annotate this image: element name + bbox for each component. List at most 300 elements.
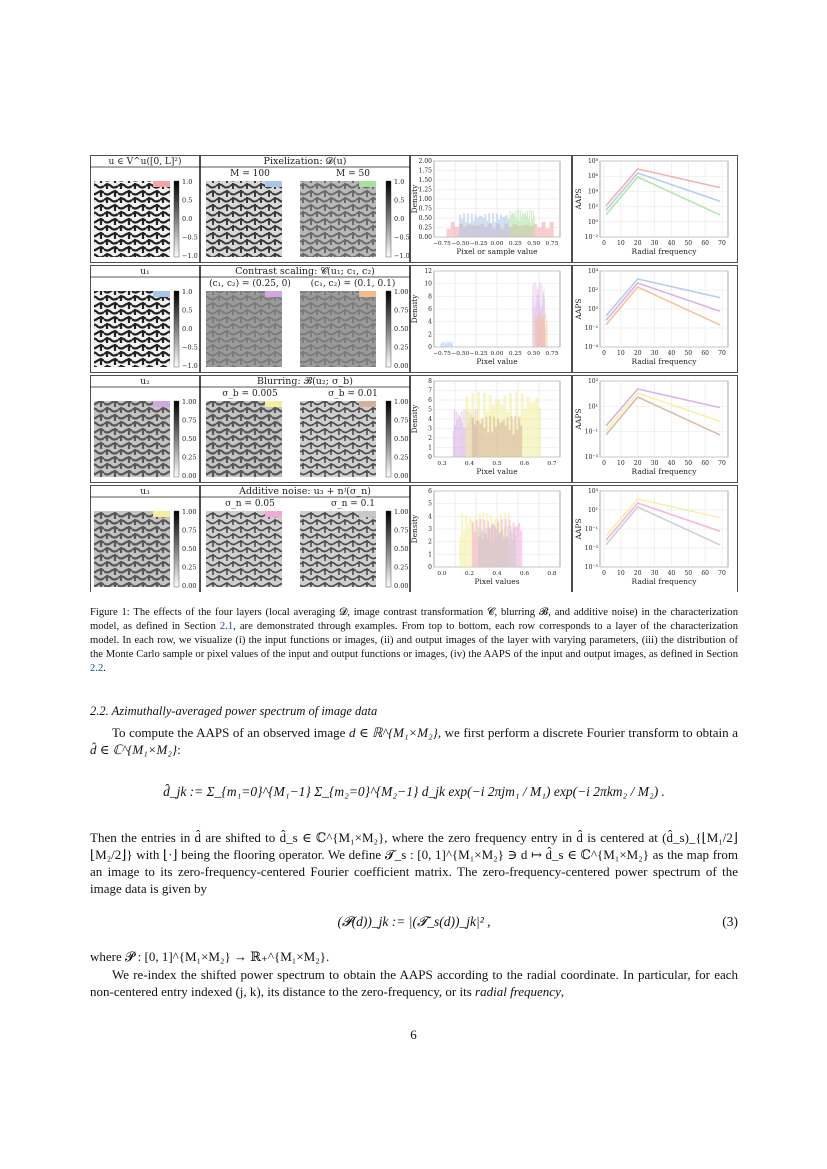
- hist-bar: [527, 397, 530, 457]
- hist-xtick: 0.5: [492, 461, 502, 467]
- hist-xtick: 0.50: [527, 351, 541, 357]
- aaps-ytick: 10⁻²: [584, 234, 598, 241]
- section-ref-2-1[interactable]: 2.1: [219, 621, 234, 632]
- hist-ytick: 10: [424, 280, 432, 288]
- hist-ytick: 2: [428, 331, 432, 339]
- hist-bar: [462, 422, 463, 457]
- figure-1: [90, 155, 738, 592]
- param-label-1: σ_n = 0.05: [225, 499, 275, 509]
- pattern-image: [300, 291, 376, 367]
- paragraph-2: [90, 829, 738, 897]
- hist-bar: [545, 228, 549, 237]
- colorbar-tick: 0.75: [182, 526, 197, 535]
- param-label-1: M = 100: [230, 169, 270, 179]
- hist-ylabel: Density: [410, 404, 419, 434]
- hist-bar: [515, 218, 516, 237]
- hist-xtick: 0.4: [464, 461, 475, 467]
- colorbar-tick: 0.50: [394, 435, 409, 443]
- hist-bar: [483, 428, 485, 457]
- aaps-xtick: 0: [602, 570, 606, 577]
- hist-bar: [465, 222, 467, 237]
- hist-bar: [506, 540, 507, 567]
- hist-bar: [487, 432, 489, 457]
- caption-text-3: .: [103, 663, 106, 674]
- param-label-2: M = 50: [336, 169, 370, 179]
- aaps-xtick: 10: [617, 570, 625, 577]
- hist-bar: [497, 419, 499, 457]
- aaps-xtick: 70: [718, 240, 726, 247]
- layer-label: Additive noise: u₃ + nʲ(σ_n): [239, 486, 371, 497]
- hist-bar: [467, 213, 469, 237]
- colorbar: [174, 291, 179, 367]
- hist-bar: [508, 219, 510, 237]
- hist-ytick: 2: [428, 435, 432, 442]
- aaps-xtick: 30: [650, 570, 659, 577]
- hist-ytick: 0: [428, 454, 432, 461]
- hist-bar: [532, 219, 533, 237]
- pattern-image: [300, 181, 376, 257]
- hist-xtick: −0.25: [469, 241, 488, 247]
- hist-bar: [516, 430, 518, 457]
- para3-text: where 𝓟 : [0, 1]^{M₁×M₂} → ℝ₊^{M₁×M₂}.: [90, 949, 330, 964]
- color-swatch: [265, 181, 282, 187]
- hist-bar: [507, 417, 509, 457]
- aaps-xtick: 20: [633, 350, 642, 357]
- hist-ytick: 6: [428, 397, 432, 404]
- hist-bar: [459, 537, 461, 567]
- hist-bar: [481, 216, 483, 237]
- hist-xtick: 0.8: [547, 571, 557, 577]
- hist-ytick: 1.75: [418, 167, 432, 175]
- colorbar: [386, 181, 391, 257]
- hist-bar: [472, 523, 474, 567]
- hist-ytick: 0.00: [418, 234, 432, 241]
- input-label: u ∈ V^u([0, L]²): [108, 157, 182, 167]
- hist-bar: [479, 216, 481, 237]
- hist-bar: [524, 213, 525, 237]
- hist-ytick: 4: [428, 416, 432, 423]
- colorbar-tick: 0.25: [182, 563, 197, 572]
- aaps-xtick: 60: [701, 350, 709, 357]
- aaps-xtick: 10: [617, 460, 625, 467]
- para2-text: Then the entries in d̂ are shifted to d̂_s ∈ ℂ^{M₁×M₂}, where the zero frequency entry in d̂ is centered at (d̂_s)_{⌊M₁/2⌋⌊M₂/2⌋} with ⌊·⌋ being the flooring operator. We define 𝓣_s : [0, 1]^{M₁×M₂} ∋ d ↦ d̂_s ∈ ℂ^{M₁×M₂} as the map from an image to its zero-frequency-centered Fourier coefficient matrix. The zero-frequency-centered power spectrum of the image data is given by: [90, 830, 738, 896]
- hist-bar: [534, 216, 535, 237]
- input-label: u₃: [140, 487, 150, 497]
- hist-bar: [466, 397, 469, 457]
- hist-xtick: 0.00: [490, 351, 504, 357]
- aaps-xlabel: Radial frequency: [631, 357, 697, 366]
- hist-ytick: 8: [428, 378, 432, 385]
- hist-xtick: −0.50: [451, 351, 470, 357]
- hist-bar: [502, 217, 504, 237]
- hist-bar: [491, 432, 493, 457]
- hist-bar: [463, 214, 465, 237]
- hist-ytick: 5: [428, 406, 432, 414]
- para1-text-e: :: [177, 742, 181, 757]
- color-swatch: [359, 401, 376, 407]
- para4-emph: radial frequency: [475, 984, 561, 999]
- section-title: 2.2. Azimuthally-averaged power spectrum of image data: [90, 704, 378, 718]
- hist-bar: [511, 215, 512, 237]
- colorbar-tick: 0.00: [394, 472, 409, 480]
- color-swatch: [359, 511, 376, 517]
- colorbar-tick: 0.50: [394, 325, 409, 333]
- hist-bar: [513, 213, 514, 237]
- colorbar-tick: 0.00: [394, 362, 409, 370]
- para1-text-a: To compute the AAPS of an observed image: [112, 725, 349, 740]
- aaps-ytick: 10⁻¹: [584, 526, 598, 533]
- hist-bar: [496, 537, 497, 567]
- colorbar-tick: 0.75: [394, 526, 409, 535]
- hist-bar: [500, 532, 501, 567]
- hist-ytick: 1.50: [418, 177, 432, 184]
- hist-bar: [460, 417, 461, 457]
- hist-bar: [463, 410, 464, 457]
- colorbar: [386, 511, 391, 587]
- hist-bar: [531, 210, 532, 237]
- aaps-ytick: 10²: [587, 287, 598, 294]
- hist-bar: [512, 540, 513, 567]
- aaps-ytick: 10⁰: [587, 218, 598, 226]
- hist-bar: [469, 517, 471, 567]
- aaps-xtick: 70: [718, 570, 726, 577]
- colorbar-tick: 0.75: [182, 416, 197, 425]
- aaps-xtick: 20: [633, 240, 642, 247]
- hist-bar: [550, 222, 554, 237]
- hist-ytick: 0.50: [418, 215, 432, 222]
- hist-bar: [487, 538, 488, 567]
- hist-bar: [488, 526, 489, 567]
- aaps-ytick: 10¹: [587, 507, 598, 514]
- hist-bar: [482, 218, 484, 237]
- hist-xtick: 0.6: [519, 461, 530, 467]
- figure-row-1: [90, 156, 738, 263]
- pattern-image: [94, 181, 170, 257]
- hist-bar: [510, 526, 511, 567]
- hist-bar: [492, 213, 494, 237]
- hist-bar: [484, 214, 486, 237]
- aaps-ytick: 10⁸: [587, 158, 598, 165]
- hist-xlabel: Pixel or sample value: [456, 247, 538, 256]
- hist-bar: [459, 416, 460, 457]
- hist-bar: [488, 213, 490, 237]
- aaps-xtick: 20: [633, 570, 642, 577]
- hist-bar: [478, 421, 480, 457]
- hist-ytick: 0.75: [418, 205, 432, 213]
- hist-ytick: 3: [428, 526, 432, 533]
- hist-bar: [493, 542, 494, 567]
- colorbar-tick: −0.5: [182, 343, 198, 352]
- color-swatch: [153, 181, 170, 187]
- hist-bar: [491, 526, 492, 567]
- hist-bar: [494, 527, 495, 567]
- para1-math-dhat: d̂ ∈ ℂ^{M₁×M₂}: [90, 742, 178, 757]
- color-swatch: [265, 291, 282, 297]
- hist-bar: [529, 402, 532, 457]
- aaps-ylabel: AAPS: [574, 298, 583, 320]
- hist-bar: [451, 222, 455, 237]
- equation-number: (3): [722, 914, 738, 929]
- paragraph-3: [90, 948, 738, 965]
- hist-bar: [468, 409, 471, 457]
- hist-bar: [474, 425, 476, 457]
- hist-bar: [503, 420, 505, 457]
- hist-bar: [520, 531, 522, 567]
- hist-bar: [461, 219, 463, 237]
- colorbar: [174, 511, 179, 587]
- input-label: u₁: [140, 267, 150, 277]
- hist-bar: [469, 223, 471, 237]
- aaps-ytick: 10³: [587, 378, 598, 385]
- hist-bar: [498, 533, 499, 567]
- colorbar-tick: 0.25: [182, 453, 197, 462]
- hist-ytick: 1.00: [418, 196, 432, 203]
- paragraph-4: [90, 966, 738, 1000]
- colorbar-tick: 1.00: [394, 508, 409, 516]
- colorbar-tick: 0.5: [182, 306, 193, 315]
- hist-bar: [501, 530, 502, 567]
- hist-bar: [499, 423, 501, 457]
- hist-ytick: 8: [428, 293, 432, 301]
- hist-bar: [514, 211, 515, 237]
- hist-bar: [486, 220, 488, 237]
- color-swatch: [359, 291, 376, 297]
- colorbar-tick: 1.00: [394, 288, 409, 296]
- hist-bar: [477, 218, 479, 237]
- color-swatch: [153, 401, 170, 407]
- hist-bar: [461, 512, 463, 567]
- hist-ytick: 12: [424, 268, 432, 275]
- pattern-image: [300, 401, 376, 477]
- hist-bar: [505, 425, 507, 457]
- hist-bar: [458, 413, 459, 457]
- hist-bar: [511, 416, 513, 457]
- hist-bar: [495, 427, 497, 457]
- aaps-ytick: 10⁻¹: [584, 428, 598, 436]
- hist-bar: [519, 220, 520, 237]
- hist-bar: [455, 425, 456, 457]
- aaps-ytick: 10⁻²: [584, 325, 598, 332]
- hist-bar: [535, 397, 538, 457]
- hist-bar: [537, 228, 541, 237]
- color-swatch: [265, 401, 282, 407]
- hist-ytick: 2.00: [418, 158, 432, 165]
- hist-bar: [490, 542, 491, 567]
- hist-bar: [514, 416, 516, 457]
- hist-bar: [528, 219, 529, 237]
- hist-bar: [504, 217, 506, 237]
- hist-bar: [463, 531, 465, 567]
- color-swatch: [153, 291, 170, 297]
- hist-bar: [464, 427, 465, 457]
- hist-bar: [504, 527, 505, 567]
- colorbar-tick: 1.00: [394, 398, 409, 406]
- hist-bar: [530, 222, 531, 237]
- aaps-ylabel: AAPS: [574, 188, 583, 210]
- hist-bar: [474, 531, 476, 567]
- hist-ytick: 7: [428, 387, 432, 395]
- aaps-xtick: 40: [667, 570, 676, 577]
- colorbar-tick: 1.0: [182, 288, 193, 296]
- figure-row-3: [90, 375, 738, 483]
- aaps-ytick: 10⁶: [587, 173, 598, 181]
- hist-xtick: 0.4: [492, 571, 502, 577]
- colorbar-tick: 0.0: [182, 325, 193, 333]
- hist-xlabel: Pixel value: [476, 357, 518, 366]
- hist-xtick: −0.75: [433, 241, 451, 247]
- hist-bar: [481, 530, 482, 567]
- hist-ytick: 0: [428, 564, 432, 571]
- aaps-xtick: 70: [718, 350, 726, 357]
- hist-xtick: −0.25: [469, 351, 488, 357]
- figure-caption: [90, 606, 738, 676]
- hist-bar: [454, 409, 455, 457]
- aaps-xtick: 60: [701, 570, 709, 577]
- figure-row-4: [90, 486, 738, 593]
- hist-bar: [529, 210, 530, 237]
- pattern-image: [300, 511, 376, 587]
- aaps-ytick: 10⁴: [587, 188, 598, 196]
- aaps-xlabel: Radial frequency: [631, 247, 697, 256]
- hist-xtick: 0.3: [437, 461, 447, 467]
- aaps-xtick: 60: [701, 240, 709, 247]
- hist-xtick: 0.50: [527, 241, 541, 247]
- colorbar-tick: 1.0: [394, 178, 405, 186]
- hist-bar: [518, 210, 519, 237]
- colorbar-tick: −0.5: [394, 233, 410, 242]
- hist-bar: [506, 215, 508, 237]
- equation-3: [90, 914, 738, 930]
- hist-bar: [476, 520, 478, 567]
- hist-bar: [524, 409, 527, 457]
- colorbar-tick: −1.0: [182, 252, 198, 260]
- hist-ytick: 6: [428, 488, 432, 495]
- hist-bar: [498, 219, 500, 237]
- hist-bar: [518, 417, 520, 457]
- hist-bar: [459, 215, 461, 237]
- colorbar-tick: 0.75: [394, 416, 409, 425]
- pattern-image: [94, 511, 170, 587]
- section-ref-2-2[interactable]: 2.2: [90, 663, 104, 674]
- hist-xtick: 0.75: [545, 351, 559, 357]
- hist-bar: [476, 420, 478, 457]
- hist-xtick: −0.50: [451, 241, 470, 247]
- aaps-xtick: 40: [667, 350, 676, 357]
- aaps-xtick: 30: [650, 460, 659, 467]
- colorbar-tick: 1.0: [182, 178, 193, 186]
- aaps-xtick: 50: [684, 240, 693, 247]
- aaps-xtick: 30: [650, 240, 659, 247]
- caption-text-2: , are demonstrated through examples. From top to bottom, each row corresponds to a layer of the characterization model. In each row, we visualize (i) the input functions or images, (ii) and output images of the layer with varying parameters, (iii) the distribution of the Monte Carlo sample or pixel values of the input and output functions or images, (iv) the AAPS of the input and output images, as defined in Section: [90, 621, 739, 660]
- hist-bar: [472, 418, 474, 457]
- hist-bar: [516, 526, 518, 567]
- aaps-xtick: 40: [667, 460, 676, 467]
- hist-bar: [447, 229, 451, 237]
- equation-dft: [90, 784, 738, 800]
- hist-bar: [520, 210, 521, 237]
- figure-row-2: [90, 266, 738, 373]
- aaps-ytick: 10⁻³: [584, 454, 598, 461]
- aaps-xtick: 0: [602, 240, 606, 247]
- hist-ytick: 5: [428, 500, 432, 508]
- hist-bar: [518, 523, 520, 567]
- hist-bar: [480, 535, 481, 567]
- hist-ylabel: Density: [410, 514, 419, 544]
- para4-text-a: We re-index the shifted power spectrum to obtain the AAPS according to the radial coordinate. In particular, for each non-centered entry indexed (j, k), its distance to the zero-frequency, or its: [90, 967, 738, 999]
- aaps-xtick: 30: [650, 350, 659, 357]
- hist-ylabel: Density: [410, 294, 419, 324]
- aaps-xtick: 0: [602, 460, 606, 467]
- colorbar-tick: 0.0: [394, 215, 405, 223]
- color-swatch: [359, 181, 376, 187]
- hist-bar: [516, 210, 517, 237]
- colorbar: [386, 291, 391, 367]
- aaps-ytick: 10⁻⁴: [584, 344, 598, 351]
- aaps-ytick: 10⁻⁵: [584, 564, 598, 571]
- hist-bar: [501, 422, 503, 457]
- hist-xtick: 0.0: [437, 571, 447, 577]
- hist-bar: [512, 212, 513, 237]
- hist-ylabel: Density: [410, 184, 419, 214]
- hist-bar: [513, 434, 515, 457]
- hist-bar: [485, 528, 486, 567]
- paragraph-1: [90, 724, 738, 758]
- hist-ytick: 2: [428, 538, 432, 546]
- aaps-xlabel: Radial frequency: [631, 467, 697, 476]
- hist-bar: [484, 534, 485, 567]
- hist-ytick: 3: [428, 425, 432, 433]
- hist-xtick: 0.7: [547, 461, 557, 467]
- hist-bar: [481, 418, 483, 457]
- hist-bar: [514, 535, 515, 567]
- hist-xtick: 0.75: [545, 241, 559, 247]
- colorbar-tick: 0.25: [394, 343, 409, 352]
- layer-label: Blurring: 𝓑(u₂; σ_b): [257, 376, 353, 387]
- colorbar-tick: −0.5: [182, 233, 198, 242]
- hist-bar: [527, 211, 528, 237]
- aaps-ytick: 10⁰: [587, 306, 598, 313]
- hist-bar: [482, 531, 483, 567]
- hist-bar: [500, 215, 502, 237]
- color-swatch: [265, 511, 282, 517]
- pattern-image: [206, 291, 282, 367]
- hist-bar: [457, 420, 458, 457]
- aaps-xtick: 10: [617, 240, 625, 247]
- param-label-2: σ_n = 0.1: [330, 499, 376, 509]
- page-number: 6: [410, 1027, 417, 1042]
- aaps-xtick: 60: [701, 460, 709, 467]
- hist-bar: [494, 222, 496, 237]
- pattern-image: [206, 181, 282, 257]
- param-label-2: (c₁, c₂) = (0.1, 0.1): [310, 279, 396, 289]
- hist-bar: [526, 216, 527, 237]
- aaps-xtick: 20: [633, 460, 642, 467]
- hist-bar: [521, 217, 522, 237]
- colorbar-tick: 0.50: [394, 545, 409, 553]
- colorbar-tick: 1.00: [182, 398, 197, 406]
- hist-bar: [541, 222, 545, 237]
- hist-xtick: 0.6: [519, 571, 530, 577]
- aaps-ylabel: AAPS: [574, 408, 583, 430]
- hist-bar: [465, 409, 466, 457]
- hist-bar: [509, 544, 510, 567]
- aaps-ylabel: AAPS: [574, 518, 583, 540]
- aaps-xtick: 50: [684, 460, 693, 467]
- hist-bar: [489, 416, 491, 457]
- hist-bar: [478, 528, 479, 567]
- hist-bar: [461, 412, 462, 457]
- colorbar: [386, 401, 391, 477]
